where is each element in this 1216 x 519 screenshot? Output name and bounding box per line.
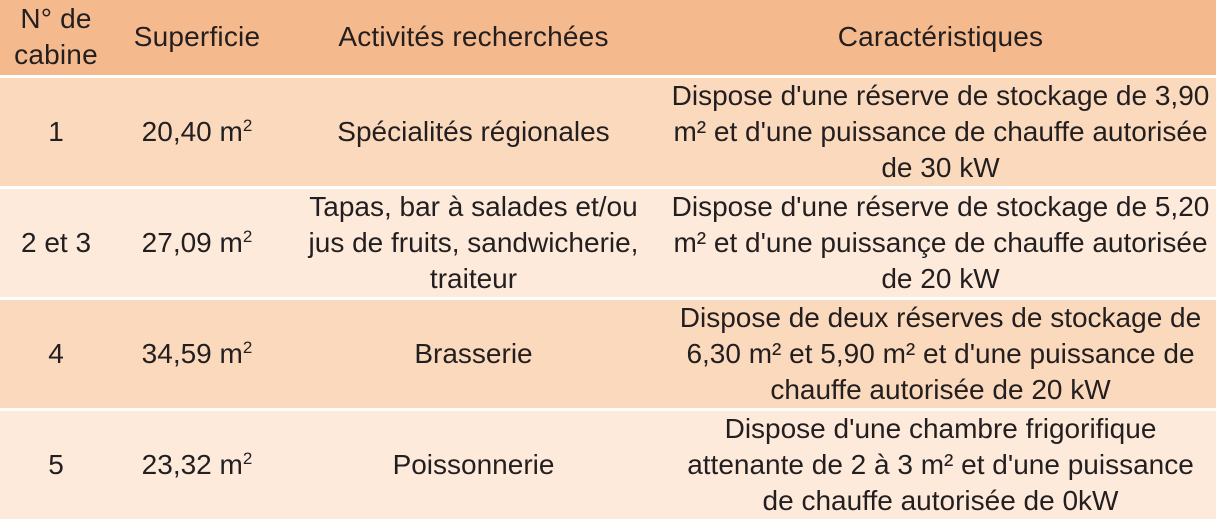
cabin-area: 20,40 $m^2$	[141, 115, 253, 147]
header-activities: Activités recherchées	[338, 21, 609, 53]
cabin-number: 2 et 3	[20, 226, 92, 258]
header-area: Superficie	[133, 21, 261, 53]
header-features: Caractéristiques	[837, 21, 1044, 53]
header-row	[0, 0, 1216, 76]
cabin-features: Dispose de deux réserves de stockage de 6,30 m² et 5,90 m² et d'une puissance de chauffe autorisée de 20 kW	[679, 301, 1202, 405]
table-row	[0, 187, 1216, 298]
cabin-number: 1	[48, 115, 64, 147]
table-row	[0, 76, 1216, 187]
cabin-number: 5	[48, 448, 64, 480]
table-row	[0, 409, 1216, 519]
cabin-area: 23,32 $m^2$	[141, 448, 253, 480]
cabin-area: 27,09 $m^2$	[141, 226, 253, 258]
cabin-number: 4	[48, 337, 64, 369]
table-row	[0, 298, 1216, 409]
cabin-features: Dispose d'une chambre frigorifique attenante de 2 à 3 m² et d'une puissance de chauffe autorisée de 0kW	[687, 412, 1194, 516]
cabin-features: Dispose d'une réserve de stockage de 5,20 m² et d'une puissançe de chauffe autorisée de 20 kW	[671, 190, 1210, 294]
header-cabin-number: N° de cabine	[14, 3, 98, 71]
cabin-activities: Tapas, bar à salades et/ou jus de fruits, sandwicherie, traiteur	[308, 190, 639, 294]
cabin-activities: Poissonnerie	[392, 448, 555, 480]
cabin-features: Dispose d'une réserve de stockage de 3,90 m² et d'une puissance de chauffe autorisée de 30 kW	[671, 79, 1210, 183]
cabin-activities: Brasserie	[414, 337, 533, 369]
cabin-activities: Spécialités régionales	[337, 115, 610, 147]
cabin-area: 34,59 $m^2$	[141, 337, 253, 369]
